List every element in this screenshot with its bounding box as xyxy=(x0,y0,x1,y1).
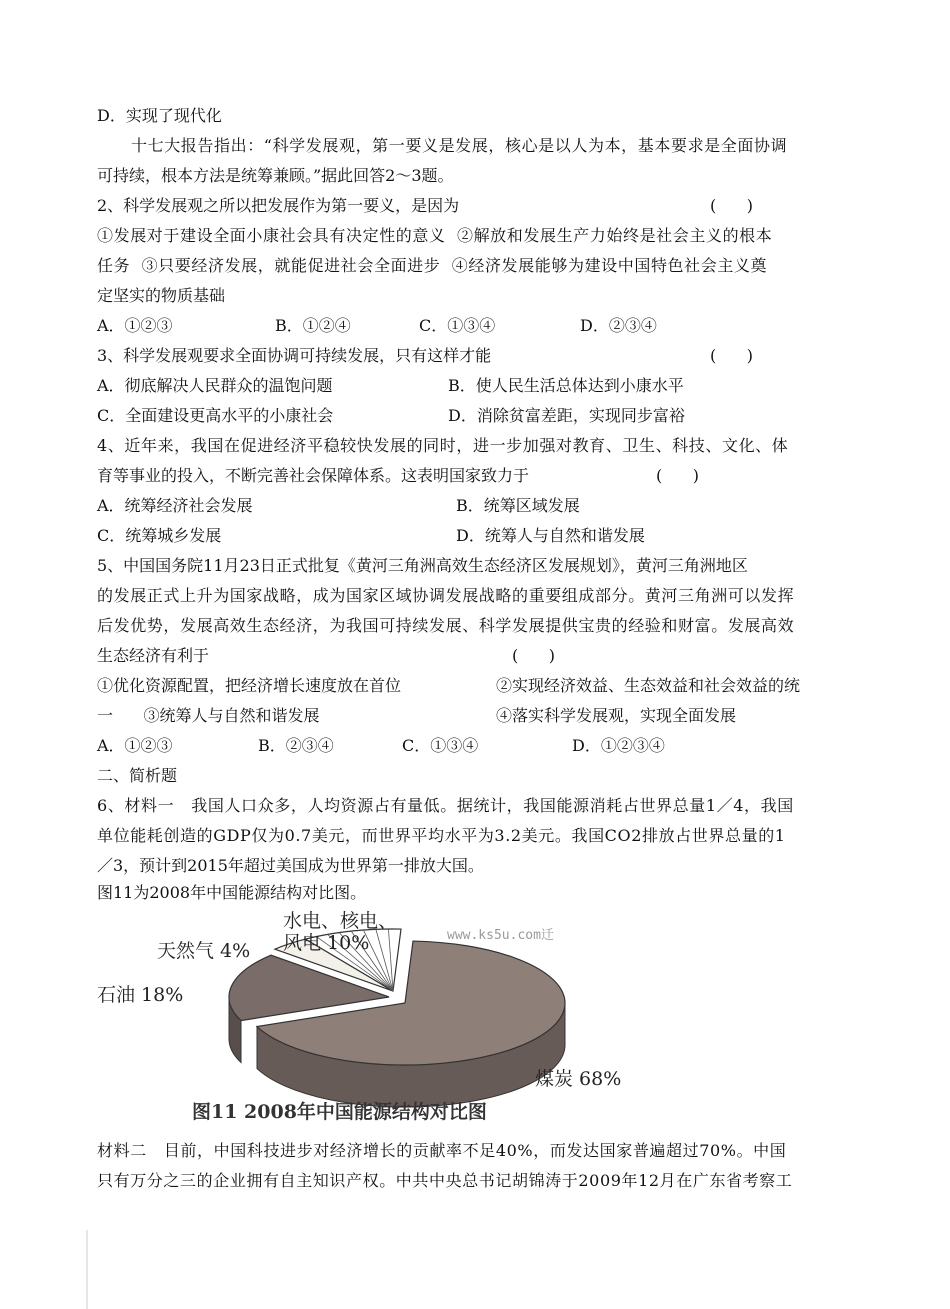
option-b: B．使人民生活总体达到小康水平 xyxy=(448,376,684,395)
answer-paren: ( ) xyxy=(512,646,555,665)
text-line: ／3，预计到2015年超过美国成为世界第一排放大国。 xyxy=(97,856,484,875)
option-a: A．①②③ xyxy=(97,736,173,755)
option-a: A．①②③ xyxy=(97,316,173,335)
option-d: D．②③④ xyxy=(580,316,657,335)
label-coal: 煤炭 68% xyxy=(535,1068,622,1090)
text-line: 的发展正式上升为国家战略，成为国家区域协调发展战略的重要组成部分。黄河三角洲可以发挥 xyxy=(97,586,795,605)
label-hydro-line2: 风电 10% xyxy=(283,932,370,954)
scan-edge xyxy=(86,1230,88,1309)
option-c: C．全面建设更高水平的小康社会 xyxy=(97,406,334,425)
label-oil: 石油 18% xyxy=(97,984,184,1006)
text-line: ①优化资源配置，把经济增长速度放在首位 xyxy=(97,676,402,695)
text-line: 可持续，根本方法是统筹兼顾。”据此回答2～3题。 xyxy=(97,166,454,185)
text-line: 后发优势，发展高效生态经济，为我国可持续发展、科学发展提供宝贵的经验和财富。发展高效 xyxy=(97,616,795,635)
energy-structure-pie-chart xyxy=(95,905,655,1127)
option-d: D．①②③④ xyxy=(572,736,665,755)
text-line: 单位能耗创造的GDP仅为0.7美元，而世界平均水平为3.2美元。我国CO2排放占世界总量的1 xyxy=(97,826,786,845)
text-line: 只有万分之三的企业拥有自主知识产权。中共中央总书记胡锦涛于2009年12月在广东省考察工 xyxy=(97,1171,793,1190)
text-line: 育等事业的投入，不断完善社会保障体系。这表明国家致力于 xyxy=(97,466,530,485)
option-d: D．消除贫富差距，实现同步富裕 xyxy=(448,406,685,425)
option-c: C．①③④ xyxy=(402,736,479,755)
option-a: A．彻底解决人民群众的温饱问题 xyxy=(97,376,333,395)
text-line: 十七大报告指出：“科学发展观，第一要义是发展，核心是以人为本，基本要求是全面协调 xyxy=(131,136,788,155)
watermark: www.ks5u.com迁 xyxy=(447,928,554,943)
text-line: 一 ③统筹人与自然和谐发展 xyxy=(97,706,320,725)
text-line: 任务 ③只要经济发展，就能促进社会全面进步 ④经济发展能够为建设中国特色社会主义奠 xyxy=(97,256,768,275)
option-a: A．统筹经济社会发展 xyxy=(97,496,253,515)
section-heading: 二、简析题 xyxy=(97,766,178,785)
material-2: 材料二 目前，中国科技进步对经济增长的贡献率不足40%，而发达国家普遍超过70%。中国 xyxy=(97,1141,787,1160)
answer-paren: ( ) xyxy=(710,346,753,365)
text-line: D．实现了现代化 xyxy=(97,106,222,125)
option-c: C．①③④ xyxy=(419,316,496,335)
text-line: 生态经济有利于 xyxy=(97,646,210,665)
text-line: 定坚实的物质基础 xyxy=(97,286,226,305)
option-b: B．①②④ xyxy=(275,316,351,335)
text-line: ①发展对于建设全面小康社会具有决定性的意义 ②解放和发展生产力始终是社会主义的根本 xyxy=(97,226,773,245)
question-4-stem: 4、近年来，我国在促进经济平稳较快发展的同时，进一步加强对教育、卫生、科技、文化、体 xyxy=(97,436,789,455)
answer-paren: ( ) xyxy=(656,466,699,485)
text-line: ②实现经济效益、生态效益和社会效益的统 xyxy=(496,676,801,695)
answer-paren: ( ) xyxy=(710,196,753,215)
text-line: ④落实科学发展观，实现全面发展 xyxy=(496,706,737,725)
question-6-stem: 6、材料一 我国人口众多，人均资源占有量低。据统计，我国能源消耗占世界总量1／4，我国 xyxy=(97,796,794,815)
label-gas: 天然气 4% xyxy=(157,940,251,962)
chart-title: 图11 2008年中国能源结构对比图 xyxy=(192,1101,487,1123)
option-b: B．②③④ xyxy=(258,736,334,755)
label-hydro-line1: 水电、核电、 xyxy=(283,910,398,932)
option-b: B．统筹区域发展 xyxy=(456,496,580,515)
option-d: D．统筹人与自然和谐发展 xyxy=(456,526,645,545)
question-5-stem: 5、中国国务院11月23日正式批复《黄河三角洲高效生态经济区发展规划》，黄河三角洲地区 xyxy=(97,556,748,575)
figure-intro: 图11为2008年中国能源结构对比图。 xyxy=(97,883,367,902)
question-3-stem: 3、科学发展观要求全面协调可持续发展，只有这样才能 xyxy=(97,346,492,365)
option-c: C．统筹城乡发展 xyxy=(97,526,222,545)
question-2-stem: 2、科学发展观之所以把发展作为第一要义，是因为 xyxy=(97,196,460,215)
